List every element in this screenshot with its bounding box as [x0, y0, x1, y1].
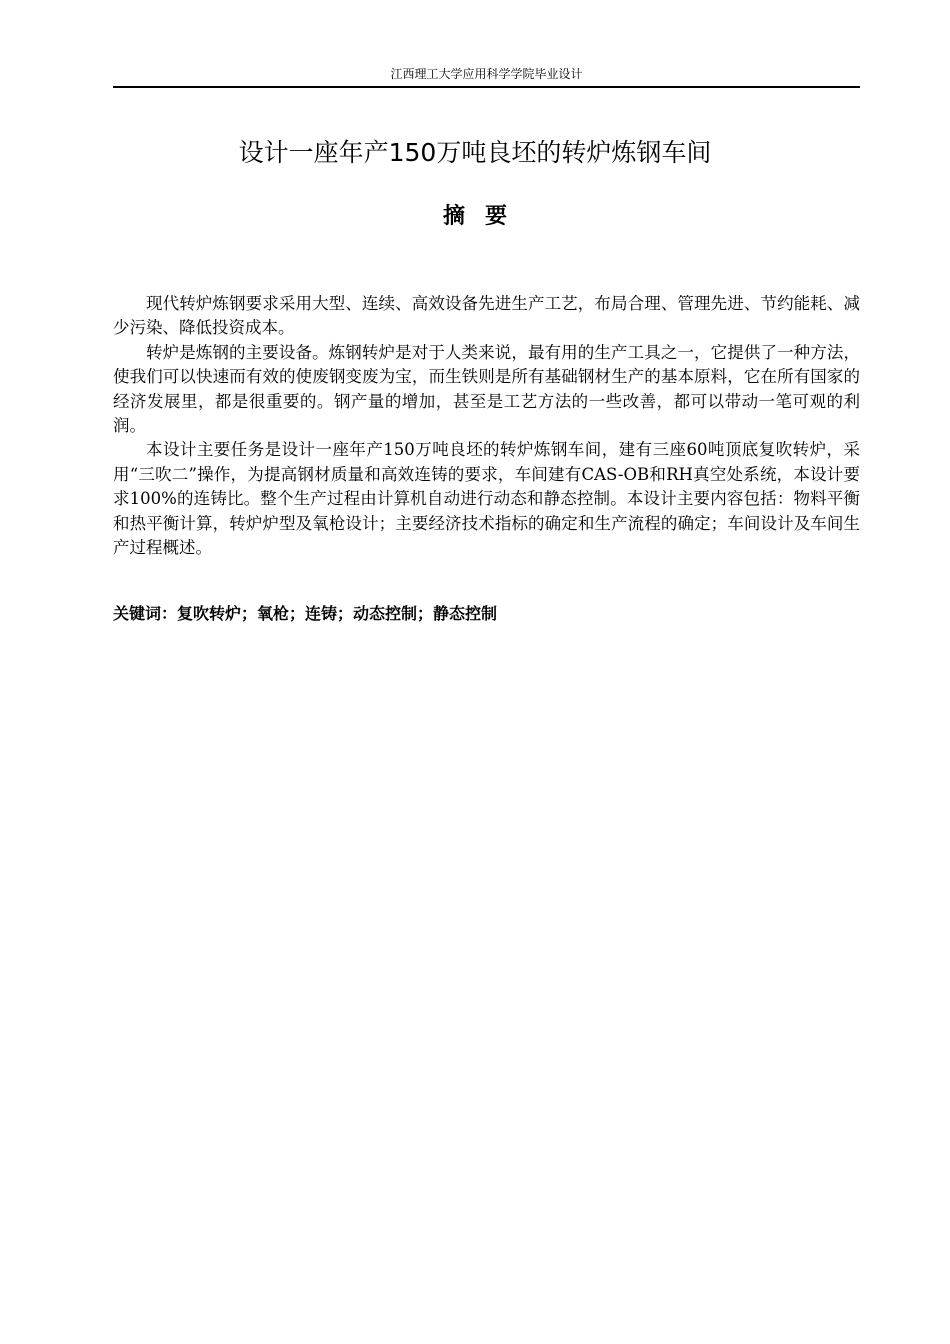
abstract-paragraph: 现代转炉炼钢要求采用大型、连续、高效设备先进生产工艺，布局合理、管理先进、节约能耗、减少污染、降低投资成本。 — [113, 294, 860, 338]
page-header: 江西理工大学应用科学学院毕业设计 — [113, 66, 860, 88]
keywords-line: 关键词：复吹转炉；氧枪；连铸；动态控制；静态控制 — [113, 604, 498, 623]
abstract-body — [113, 292, 860, 560]
document-title: 设计一座年产150万吨良坯的转炉炼钢车间 — [238, 138, 712, 167]
abstract-heading: 摘要 — [442, 204, 527, 229]
abstract-paragraph: 本设计主要任务是设计一座年产150万吨良坯的转炉炼钢车间，建有三座60吨顶底复吹转炉，采用“三吹二”操作，为提高钢材质量和高效连铸的要求，车间建有CAS-OB和RH真空处系统，本设计要求100%的连铸比。整个生产过程由计算机自动进行动态和静态控制。本设计主要内容包括：物料平衡和热平衡计算，转炉炉型及氧枪设计；主要经济技术指标的确定和生产流程的确定；车间设计及车间生产过程概述。 — [113, 440, 860, 558]
abstract-paragraph: 转炉是炼钢的主要设备。炼钢转炉是对于人类来说，最有用的生产工具之一，它提供了一种方法，使我们可以快速而有效的使废钢变废为宝，而生铁则是所有基础钢材生产的基本原料，它在所有国家的经济发展里，都是很重要的。钢产量的增加，甚至是工艺方法的一些改善，都可以带动一笔可观的利润。 — [113, 342, 860, 436]
